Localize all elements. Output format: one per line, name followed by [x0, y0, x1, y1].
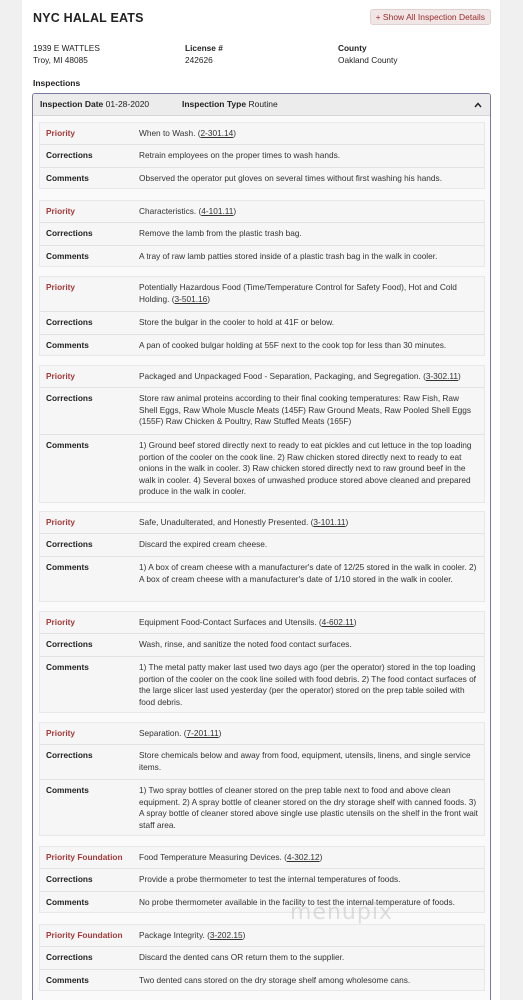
violation-priority-label: Priority: [46, 206, 76, 216]
violation-comments-row: [40, 892, 484, 914]
violation-comments-text: 1) The metal patty maker last used two days ago (per the operator) stored in the top loading portion of the cooler on the cook line soiled with food debris. 2) The food contact surfaces of the large slicer last used yesterday (per the operator) stored on the prep table soiled with food debris.: [139, 662, 476, 707]
violation-priority-text: Separation. (7-201.11): [139, 728, 222, 738]
violation-priority-row: [40, 277, 484, 312]
violation-comments-label: Comments: [46, 562, 89, 572]
violation-comments-text: A tray of raw lamb patties stored inside of a plastic trash bag in the walk in cooler.: [139, 251, 438, 261]
violation-priority-text: When to Wash. (2-301.14): [139, 128, 237, 138]
violation-priority-text: Food Temperature Measuring Devices. (4-302.12): [139, 852, 323, 862]
violation-priority-text: Safe, Unadulterated, and Honestly Presented. (3-101.11): [139, 517, 349, 527]
code-link[interactable]: 3-101.11: [313, 517, 346, 527]
restaurant-info: [33, 43, 491, 69]
code-link[interactable]: 3-202.15: [209, 930, 243, 940]
violation-priority-label: Priority: [46, 128, 76, 138]
violation-comments-label: Comments: [46, 975, 89, 985]
violation-priority-label: Priority: [46, 728, 76, 738]
violation-comments-label: Comments: [46, 251, 89, 261]
violation-comments-row: [40, 168, 484, 190]
violation-priority-row: [40, 366, 484, 388]
address-block: [33, 43, 100, 66]
code-link[interactable]: 2-301.14: [200, 128, 234, 138]
violation-comments-label: Comments: [46, 897, 89, 907]
county-value: Oakland County: [338, 54, 398, 65]
violation-corrections-row: [40, 634, 484, 657]
inspection-panel: [32, 93, 491, 1000]
violation-8: [39, 846, 485, 913]
violation-5: [39, 511, 485, 602]
violation-comments-text: 1) Two spray bottles of cleaner stored on the prep table next to food and above clean equipment. 2) A spray bottle of cleaner stored on the dry storage shelf with canned foods. 3) A spray bottle of cleaner stored above single use plastic utensils on the shelf in the front wait staff area.: [139, 785, 478, 830]
violation-priority-row: [40, 612, 484, 634]
violation-6: [39, 611, 485, 713]
violation-priority-text: Equipment Food-Contact Surfaces and Utensils. (4-602.11): [139, 617, 357, 627]
menupix-watermark: menupix: [290, 900, 393, 925]
inspections-heading: Inspections: [33, 78, 81, 88]
violation-corrections-row: [40, 869, 484, 892]
violation-comments-label: Comments: [46, 440, 89, 450]
violation-corrections-row: [40, 745, 484, 780]
show-all-inspection-details-button[interactable]: + Show All Inspection Details: [370, 9, 491, 25]
county-block: [338, 43, 398, 66]
violation-comments-row: [40, 435, 484, 504]
county-label: County: [338, 43, 367, 53]
violation-comments-text: 1) Ground beef stored directly next to ready to eat pickles and cut lettuce in the top loading portion of the cooler on the cook line. 2) Raw chicken stored directly next to ready to eat onions in the walk in cooler. 3) Raw chicken stored directly next to raw ground beef in the walk in cooler. 4) Several boxes of unwashed produce stored above cleaned and prepared produce in the walk in cooler.: [139, 440, 472, 496]
violation-3: [39, 276, 485, 356]
violation-corrections-row: [40, 145, 484, 168]
violation-4: [39, 365, 485, 503]
inspection-header[interactable]: [33, 94, 490, 116]
violation-comments-text: Two dented cans stored on the dry storage shelf among wholesome cans.: [139, 975, 411, 985]
violation-comments-text: No probe thermometer available in the facility to test the internal temperature of foods.: [139, 897, 455, 907]
violation-priority-row: [40, 723, 484, 745]
violation-corrections-text: Provide a probe thermometer to test the internal temperatures of foods.: [139, 874, 401, 884]
license-block: [185, 43, 223, 66]
violation-corrections-text: Wash, rinse, and sanitize the noted food contact surfaces.: [139, 639, 352, 649]
violation-corrections-label: Corrections: [46, 393, 93, 403]
violation-corrections-label: Corrections: [46, 874, 93, 884]
restaurant-title: NYC HALAL EATS: [33, 11, 144, 25]
violation-comments-text: A pan of cooked bulgar holding at 55F next to the cook top for less than 30 minutes.: [139, 340, 447, 350]
address-line1: 1939 E WATTLES: [33, 43, 100, 53]
violation-corrections-text: Store the bulgar in the cooler to hold at 41F or below.: [139, 317, 335, 327]
violation-priority-label: Priority Foundation: [46, 930, 123, 940]
violation-corrections-row: [40, 534, 484, 557]
violation-comments-row: [40, 657, 484, 714]
code-link[interactable]: 3-501.16: [174, 293, 208, 304]
violation-corrections-text: Store chemicals below and away from food, equipment, utensils, linens, and single service items.: [139, 750, 471, 772]
license-value: 242626: [185, 54, 213, 65]
violation-corrections-row: [40, 947, 484, 970]
violation-corrections-label: Corrections: [46, 228, 93, 238]
address-line2: Troy, MI 48085: [33, 54, 88, 65]
violation-priority-label: Priority Foundation: [46, 852, 123, 862]
violation-2: [39, 200, 485, 267]
violation-priority-text: Characteristics. (4-101.11): [139, 206, 237, 216]
violation-priority-row: [40, 201, 484, 223]
violation-comments-label: Comments: [46, 340, 89, 350]
violation-1: [39, 122, 485, 189]
violation-comments-row: [40, 335, 484, 357]
violation-corrections-text: Retrain employees on the proper times to wash hands.: [139, 150, 341, 160]
violation-priority-text: Potentially Hazardous Food (Time/Temperature Control for Safety Food), Hot and Cold Holding. (3-501.16): [139, 282, 457, 304]
violation-priority-label: Priority: [46, 617, 76, 627]
header: [33, 9, 491, 29]
violation-comments-label: Comments: [46, 173, 89, 183]
chevron-up-icon[interactable]: [474, 101, 482, 109]
license-label: License #: [185, 43, 223, 53]
violation-comments-row: [40, 780, 484, 837]
violation-priority-row: [40, 925, 484, 947]
violation-corrections-label: Corrections: [46, 317, 93, 327]
violation-corrections-label: Corrections: [46, 639, 93, 649]
violation-comments-label: Comments: [46, 785, 89, 795]
code-link[interactable]: 3-302.11: [425, 371, 459, 381]
violation-priority-row: [40, 847, 484, 869]
violation-7: [39, 722, 485, 836]
code-link[interactable]: 4-302.12: [286, 852, 320, 862]
violation-corrections-label: Corrections: [46, 750, 93, 760]
violation-corrections-text: Store raw animal proteins according to their final cooking temperatures: Raw Fish, Raw Shell Eggs, Raw Whole Muscle Meats (145F) Raw Ground Meats, Raw Pooled Shell Eggs (155F) Raw Chicken & Poultry, Raw Stuffed Meats (165F): [139, 393, 472, 426]
violation-comments-text: 1) A box of cream cheese with a manufacturer's date of 12/25 stored in the walk in cooler. 2) A box of cream cheese with a manufacturer's date of 1/10 stored in the walk in cooler.: [139, 562, 477, 584]
inspection-card: [22, 0, 500, 1000]
violation-priority-row: [40, 123, 484, 145]
violation-comments-label: Comments: [46, 662, 89, 672]
violation-comments-text: Observed the operator put gloves on several times without first washing his hands.: [139, 173, 442, 183]
violation-corrections-text: Discard the expired cream cheese.: [139, 539, 268, 549]
violation-corrections-label: Corrections: [46, 952, 93, 962]
violation-corrections-row: [40, 223, 484, 246]
violation-corrections-label: Corrections: [46, 539, 93, 549]
violation-corrections-text: Remove the lamb from the plastic trash bag.: [139, 228, 302, 238]
violation-priority-label: Priority: [46, 371, 76, 381]
code-link[interactable]: 4-602.11: [321, 617, 354, 627]
violation-comments-row: [40, 557, 484, 603]
code-link[interactable]: 7-201.11: [186, 728, 219, 738]
code-link[interactable]: 4-101.11: [201, 206, 234, 216]
inspection-date: Inspection Date 01-28-2020: [40, 99, 150, 109]
violation-comments-row: [40, 970, 484, 992]
violation-corrections-row: [40, 388, 484, 435]
violation-corrections-label: Corrections: [46, 150, 93, 160]
violation-priority-label: Priority: [46, 517, 76, 527]
violation-priority-text: Packaged and Unpackaged Food - Separation, Packaging, and Segregation. (3-302.11): [139, 371, 461, 381]
violation-9: [39, 924, 485, 991]
violation-corrections-text: Discard the dented cans OR return them to the supplier.: [139, 952, 345, 962]
violation-priority-label: Priority: [46, 282, 76, 292]
violation-corrections-row: [40, 312, 484, 335]
violation-priority-row: [40, 512, 484, 534]
violation-priority-text: Package Integrity. (3-202.15): [139, 930, 246, 940]
inspection-type: Inspection Type Routine: [182, 99, 278, 109]
violation-comments-row: [40, 246, 484, 268]
